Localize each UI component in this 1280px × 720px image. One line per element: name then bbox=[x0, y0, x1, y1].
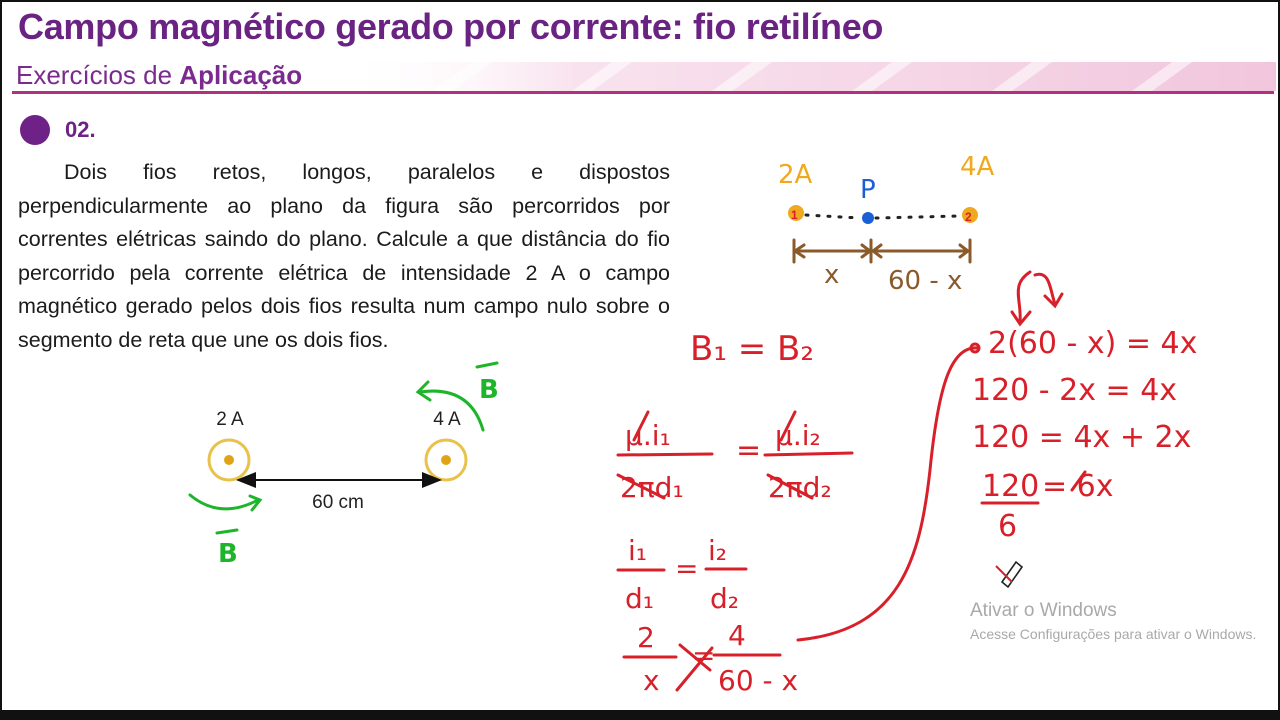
step-2: 120 - 2x = 4x bbox=[972, 373, 1178, 408]
hand-sketch bbox=[778, 152, 995, 296]
watermark-line-1: Ativar o Windows bbox=[970, 600, 1117, 621]
subtitle-bold: Aplicação bbox=[179, 60, 303, 90]
watermark-line-2: Acesse Configurações para ativar o Windows. bbox=[970, 626, 1257, 642]
sketch-point-label: P bbox=[860, 175, 876, 205]
sketch-right-marker: 2 bbox=[965, 210, 972, 224]
eq-b1-b2: B₁ = B₂ bbox=[690, 329, 815, 369]
frac2-num: μ.i₂ bbox=[775, 419, 821, 452]
sketch-dots-right bbox=[876, 216, 960, 218]
question-number: 02. bbox=[65, 117, 96, 142]
frac1-den: 2πd₁ bbox=[620, 471, 684, 504]
frac5-num: 2 bbox=[637, 621, 655, 654]
sketch-point-p bbox=[862, 212, 874, 224]
frac4-den: d₂ bbox=[710, 582, 739, 615]
question-text: Dois fios retos, longos, paralelos e dispostos perpendicularmente ao plano da figura são percorridos por correntes elétricas saindo do plano. Calcule a que distância do fio percorrido pela corrente elétrica de intensidade 2 A o campo magnético gerado pelos dois fios resulta num campo nulo sobre o segmento de reta que une os dois fios. bbox=[18, 160, 670, 352]
step-1: 2(60 - x) = 4x bbox=[988, 326, 1198, 361]
frac2-den: 2πd₂ bbox=[768, 471, 832, 504]
field-vector-bar-left bbox=[217, 530, 237, 533]
wire-left-current: 2 A bbox=[216, 409, 244, 430]
sketch-right-current: 4A bbox=[960, 152, 995, 182]
field-arc-left bbox=[190, 495, 258, 509]
distance-label: 60 cm bbox=[312, 492, 364, 513]
pen-cursor-icon[interactable] bbox=[996, 562, 1022, 587]
printed-figure bbox=[209, 409, 466, 513]
field-label-right: B bbox=[479, 375, 499, 405]
sketch-segment-left: x bbox=[824, 260, 840, 290]
frac3-den: d₁ bbox=[625, 582, 654, 615]
step-3: 120 = 4x + 2x bbox=[972, 420, 1192, 455]
wire-right-current: 4 A bbox=[433, 409, 461, 430]
wire-right-dot bbox=[441, 455, 451, 465]
frac-equals-2: = bbox=[675, 552, 699, 585]
frac-equals-1: = bbox=[736, 433, 762, 468]
step-4-num: 120 bbox=[982, 469, 1040, 504]
sketch-left-marker: 1 bbox=[791, 208, 798, 222]
frac4-num: i₂ bbox=[708, 534, 728, 567]
frac6-num: 4 bbox=[728, 619, 746, 652]
wire-left-dot bbox=[224, 455, 234, 465]
frac5-den: x bbox=[643, 664, 660, 697]
sketch-segment-right: 60 - x bbox=[888, 266, 963, 296]
sketch-dots-left bbox=[806, 215, 860, 218]
subtitle-prefix: Exercícios de bbox=[16, 60, 180, 90]
frac3-num: i₁ bbox=[628, 534, 648, 567]
sketch-dimension-lines bbox=[794, 240, 970, 262]
windows-activation-watermark bbox=[970, 600, 1256, 642]
step-4-rhs: = 6x bbox=[1042, 469, 1114, 504]
field-label-left: B bbox=[218, 539, 238, 569]
page-title: Campo magnético gerado por corrente: fio retilíneo bbox=[18, 6, 884, 47]
field-vector-bar-right bbox=[477, 363, 497, 367]
sketch-left-current: 2A bbox=[778, 160, 813, 190]
frac-equals-3: = bbox=[692, 639, 716, 672]
frac1-num: μ.i₁ bbox=[625, 419, 671, 452]
frac6-den: 60 - x bbox=[718, 664, 799, 697]
step-4-den: 6 bbox=[998, 509, 1018, 544]
